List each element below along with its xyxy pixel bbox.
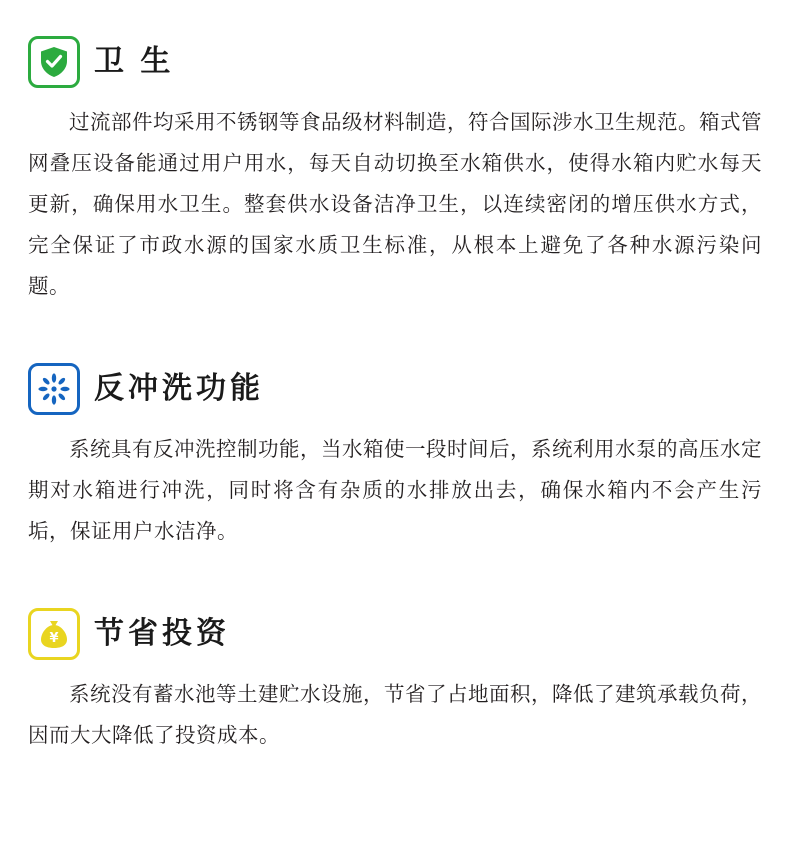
section-body: 过流部件均采用不锈钢等食品级材料制造，符合国际涉水卫生规范。箱式管网叠压设备能通过用户用水，每天自动切换至水箱供水，使得水箱内贮水每天更新，确保用水卫生。整套供水设备洁净卫生，以连续密闭的增压供水方式，完全保证了市政水源的国家水质卫生标准，从根本上避免了各种水源污染问题。 [28,111,762,298]
section-backwash [28,363,762,552]
section-header [28,363,762,415]
section-body: 系统具有反冲洗控制功能，当水箱使一段时间后，系统利用水泵的高压水定期对水箱进行冲洗，同时将含有杂质的水排放出去，确保水箱内不会产生污垢，保证用户水洁净。 [28,438,762,543]
section-title: 反冲洗功能 [94,372,264,405]
section-save-investment [28,608,762,756]
section-hygiene [28,36,762,307]
section-header [28,608,762,660]
shield-check-icon [28,36,80,88]
money-bag-icon [28,608,80,660]
section-title: 卫 生 [94,45,175,78]
section-header [28,36,762,88]
water-splash-icon [28,363,80,415]
section-title: 节省投资 [94,617,230,650]
svg-text:¥: ¥ [49,631,59,646]
section-body: 系统没有蓄水池等土建贮水设施，节省了占地面积，降低了建筑承载负荷，因而大大降低了投资成本。 [28,683,762,747]
